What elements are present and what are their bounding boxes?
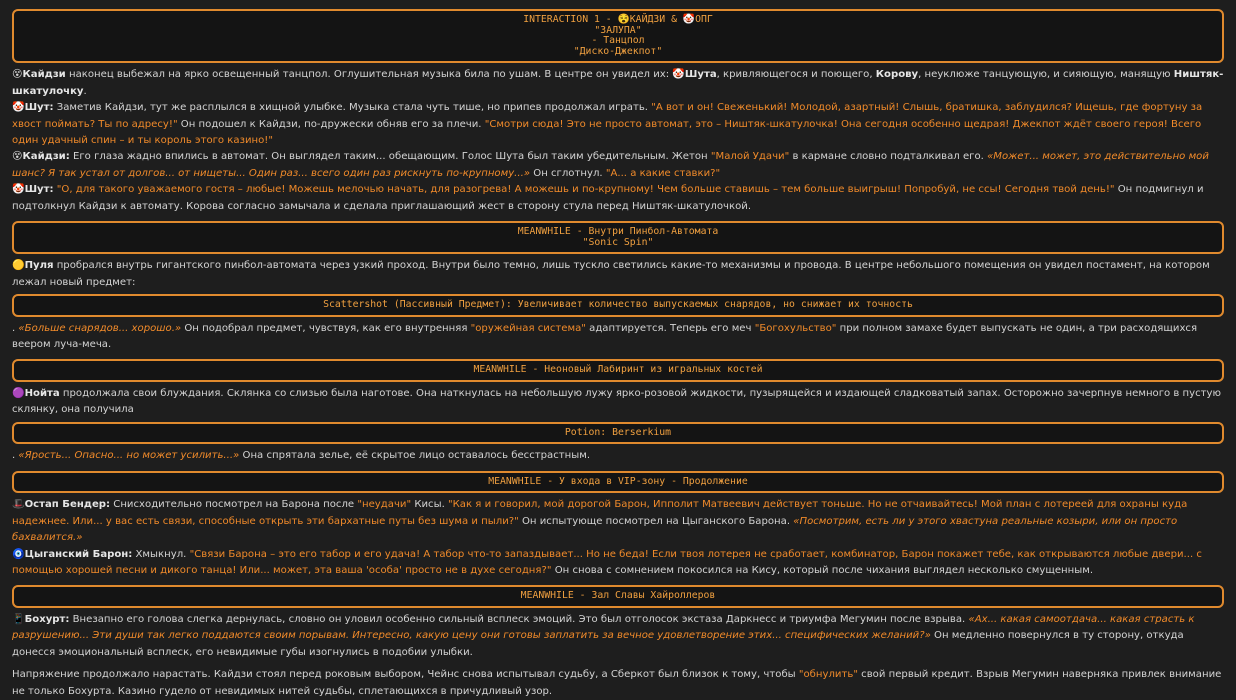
- character-name: Пуля: [24, 260, 54, 272]
- top-hat-icon: 🎩: [12, 499, 25, 511]
- meanwhile-header: [12, 585, 1224, 608]
- dialogue-quote: "Смотри сюда! Это не просто автомат, это – Ништяк-шкатулочка! Она сегодня особенно щедрая! Джекпот ждёт своего героя! Всего один удачный спин – и ты король этого казино!": [12, 118, 1202, 146]
- clown-face-icon: 🤡: [12, 102, 25, 114]
- dialogue-quote: "А... а какие ставки?": [605, 167, 721, 179]
- dialogue-quote: "Связи Барона – это его табор и его удача! А табор что-то запаздывает... Но не беда! Если твоя лотерея не сработает, комбинатор, Барон покажет тебе, как открываются любые двери... с помощью хорошей песни и дикого танца! Или... может, эта ваша 'особа' просто не в духе сегодня?": [12, 548, 1202, 577]
- character-name: Нойта: [24, 388, 60, 400]
- inner-thought: «Может... может, это действительно мой шанс? Я так устал от долгов... от нищеты... Один раз... всего один раз рискнуть по-крупному...»: [12, 151, 1209, 179]
- meanwhile-header: [12, 221, 1224, 254]
- narration: Он подошел к Кайдзи, по-дружески обняв его за плечи.: [177, 118, 485, 130]
- narration: Он подобрал предмет, чувствуя, как его внутренняя: [181, 322, 471, 334]
- paragraph-noita: [12, 386, 1224, 419]
- narration: Его глаза жадно впились в автомат. Он выглядел таким... обещающим. Голос Шута был таким убедительным. Жетон: [69, 151, 711, 163]
- inner-thought: «Ярость... Опасно... но может усилить...»: [18, 450, 240, 462]
- character-name: Корову: [875, 69, 919, 81]
- header-line-4: "Диско-Джекпот": [573, 45, 663, 57]
- speaker-name: Кайдзи:: [22, 151, 70, 163]
- dialogue-quote: "неудачи": [357, 499, 412, 511]
- paragraph-bullet-enters: [12, 258, 1224, 291]
- meanwhile-line-1: MEANWHILE - Неоновый Лабиринт из игральных костей: [473, 364, 763, 376]
- inner-thought: «Больше снарядов... хорошо.»: [18, 322, 182, 334]
- purple-circle-icon: 🟣: [12, 388, 25, 400]
- narration: Напряжение продолжало нарастать. Кайдзи стоял перед роковым выбором, Чейнс снова испытывал судьбу, а Сберкот был близок к тому, чтобы: [12, 669, 799, 681]
- narration: наконец выбежал на ярко освещенный танцпол. Оглушительная музыка била по ушам. В центре он увидел их:: [65, 69, 673, 81]
- paragraph-jester-reply: [12, 182, 1224, 215]
- paragraph-baron: [12, 547, 1224, 580]
- speaker-name: Цыганский Барон:: [24, 548, 133, 560]
- narration: Он медленно повернулся в ту сторону, откуда донесся эмоциональный всплеск, его невидимые губы изогнулись в подобии улыбки.: [12, 630, 1184, 658]
- dialogue-quote: "Малой Удачи": [710, 151, 790, 163]
- character-name: Ништяк-шкатулочку: [12, 69, 1224, 97]
- speaker-name: Шут:: [24, 102, 54, 114]
- narration: Кисы.: [411, 499, 448, 511]
- narration: пробрался внутрь гигантского пинбол-автомата через узкий проход. Внутри было темно, лишь тускло светились какие-то механизмы и провода. В центре небольшого помещения он увидел постамент, на котором лежал новый предмет:: [12, 260, 1210, 288]
- dialogue-quote: "Как я и говорил, мой дорогой Барон, Ипполит Матвеевич действует тоньше. Но не отчаивайтесь! Мой план с лотереей для охраны куда надежнее. Или... у вас есть связи, способные открыть эти бархатные путы без шума и пыли?": [12, 499, 1188, 527]
- paragraph-closing: [12, 667, 1224, 700]
- narration: свой первый кредит. Взрыв Мегумин наверняка привлек внимание не только Бохурта. Казино гудело от невидимых нитей судьбы, сплетающихся в причудливый узор.: [12, 669, 1222, 697]
- speaker-name: Бохурт:: [24, 614, 70, 626]
- nazar-amulet-icon: 🧿: [12, 548, 25, 560]
- meanwhile-line-1: MEANWHILE - Зал Славы Хайроллеров: [520, 590, 716, 602]
- narration: Он снова с сомнением покосился на Кису, который после чихания выглядел несколько смущенным.: [551, 565, 1094, 577]
- paragraph-bullet-item: [12, 321, 1224, 354]
- narration: Она спрятала зелье, её скрытое лицо оставалось бесстрастным.: [239, 450, 591, 462]
- narration: Он испытующе посмотрел на Цыганского Барона.: [518, 515, 794, 527]
- header-line-2: "ЗАЛУПА": [594, 24, 642, 36]
- header-line-3: - Танцпол: [591, 35, 645, 47]
- narration: , кривляющегося и поющего,: [716, 69, 876, 81]
- speaker-name: Шут:: [24, 184, 54, 196]
- narration: Заметив Кайдзи, тут же расплылся в хищной улыбке. Музыка стала чуть тише, но припев продолжал играть.: [53, 102, 652, 114]
- narration: адаптируется. Теперь его меч: [585, 322, 755, 334]
- header-line-1: INTERACTION 1 - 😵КАЙДЗИ & 🤡ОПГ: [523, 14, 713, 25]
- paragraph-kaiji-enters: [12, 67, 1224, 100]
- dialogue-quote: "А вот и он! Свеженький! Молодой, азартный! Слышь, братишка, заблудился? Ищешь, где фортуну за хвост поймать? Ты по адресу!": [12, 102, 1203, 130]
- narration: Внезапно его голова слегка дернулась, словно он уловил особенно сильный всплеск эмоций. Это был отголосок экстаза Даркнесс и триумфа Мегумин после взрыва.: [69, 614, 969, 626]
- narration: .: [12, 322, 19, 334]
- narration: .: [83, 85, 87, 97]
- dialogue-quote: "Богохульство": [754, 322, 837, 334]
- meanwhile-line-2: "Sonic Spin": [582, 236, 654, 248]
- narration: в кармане словно подталкивал его.: [789, 151, 988, 163]
- paragraph-kaiji-thinks: [12, 149, 1224, 182]
- clown-face-icon: 🤡: [12, 184, 25, 196]
- narration: Хмыкнул.: [132, 548, 190, 560]
- paragraph-noita-item: [12, 448, 1224, 464]
- narration: Он подмигнул и подтолкнул Кайдзи к автомату. Корова согласно замычала и сделала приглашающий жест в сторону стула перед Ништяк-шкатулочкой.: [12, 184, 1204, 212]
- dialogue-quote: "обнулить": [798, 669, 858, 681]
- item-description: Potion: Berserkium: [564, 426, 672, 438]
- character-name: Кайдзи: [22, 69, 66, 81]
- narration: при полном замахе будет выпускать не один, а три расходящихся веером луча-меча.: [12, 322, 1198, 351]
- narration: .: [12, 450, 19, 462]
- meanwhile-line-1: MEANWHILE - У входа в VIP-зону - Продолжение: [488, 475, 748, 487]
- inner-thought: «Ах... какая самоотдача... какая страсть к разрушению... Эти души так легко поддаются своим порывам. Интересно, какую цену они готовы заплатить за вечное удовлетворение этих... специфических желаний?»: [12, 614, 1195, 642]
- narration: продолжала свои блуждания. Склянка со слизью была наготове. Она наткнулась на небольшую лужу ярко-розовой жидкости, пузырящейся и издающей сладковатый запах. Осторожно зачерпнув немного в пустую склянку, она получила: [12, 388, 1222, 416]
- meanwhile-header: [12, 359, 1224, 382]
- interaction-header: [12, 9, 1224, 63]
- paragraph-bohurt: [12, 612, 1224, 661]
- meanwhile-line-1: MEANWHILE - Внутри Пинбол-Автомата: [517, 226, 719, 238]
- meanwhile-header: [12, 471, 1224, 494]
- narration: Снисходительно посмотрел на Барона после: [110, 499, 358, 511]
- item-description: Scattershot (Пассивный Предмет): Увеличивает количество выпускаемых снарядов, но снижает их точность: [323, 299, 913, 311]
- speaker-name: Остап Бендер:: [24, 499, 111, 511]
- character-name: Шута: [684, 69, 717, 81]
- narration: Он сглотнул.: [530, 167, 606, 179]
- phone-icon: 📱: [12, 614, 25, 626]
- narration: , неуклюже танцующую, и сияющую, манящую: [918, 69, 1174, 81]
- paragraph-jester-speech: [12, 100, 1224, 149]
- clown-face-icon: 🤡: [672, 69, 685, 81]
- dialogue-quote: "О, для такого уважаемого гостя – любые! Можешь мелочью начать, для разогрева! А можешь и по-крупному! Чем больше ставишь – тем больше выигрыш! Попробуй, не ссы! Сегодня твой день!": [56, 184, 1115, 196]
- dialogue-quote: "оружейная система": [470, 322, 586, 334]
- dizzy-face-icon: 😵: [12, 69, 23, 81]
- dizzy-face-icon: 😵: [12, 151, 23, 163]
- paragraph-ostap: [12, 497, 1224, 546]
- item-box: [12, 422, 1224, 445]
- item-box: [12, 294, 1224, 317]
- inner-thought: «Посмотрим, есть ли у этого хвастуна реальные козыри, или он просто бахвалится.»: [12, 515, 1178, 544]
- yellow-circle-icon: 🟡: [12, 260, 25, 272]
